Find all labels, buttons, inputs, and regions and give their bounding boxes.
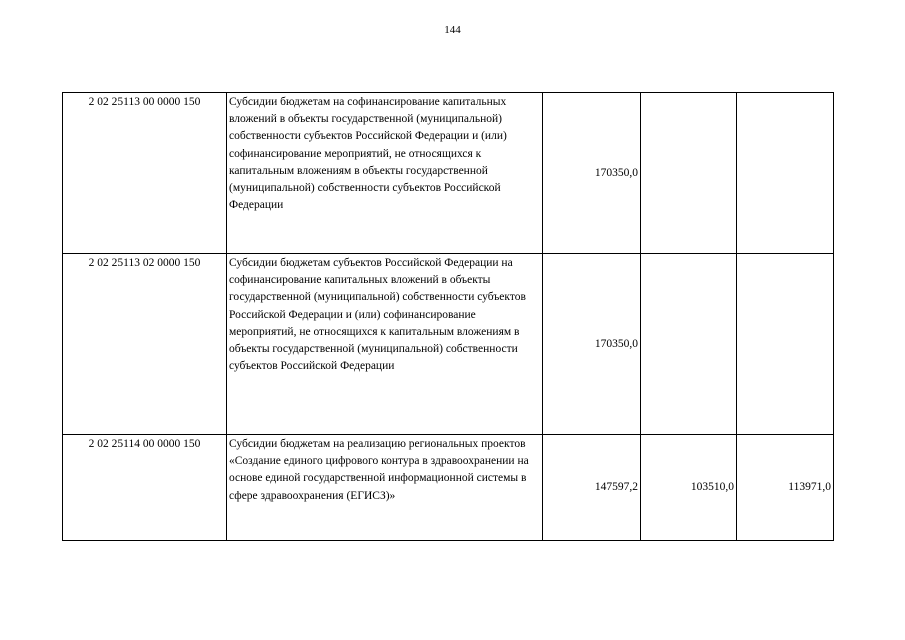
amount-cell-1: 147597,2	[543, 435, 641, 541]
description-cell: Субсидии бюджетам субъектов Российской Федерации на софинансирование капитальных вложений в объекты государственной (муниципальной) собственности субъектов Российской Федерации и (или) софинансирование мероприятий, не относящихся к капитальным вложениям в объекты государственной (муниципальной) собственности субъектов Российской Федерации	[227, 254, 543, 435]
amount-cell-3	[737, 93, 834, 254]
table-row	[63, 254, 834, 435]
table-row	[63, 93, 834, 254]
budget-code-cell: 2 02 25113 00 0000 150	[63, 93, 227, 254]
amount-cell-1: 170350,0	[543, 254, 641, 435]
amount-cell-2	[641, 254, 737, 435]
page-number: 144	[444, 24, 461, 36]
description-cell: Субсидии бюджетам на реализацию региональных проектов «Создание единого цифрового контура в здравоохранении на основе единой государственной информационной системы в сфере здравоохранения (ЕГИСЗ)»	[227, 435, 543, 541]
budget-code-cell: 2 02 25113 02 0000 150	[63, 254, 227, 435]
amount-cell-1: 170350,0	[543, 93, 641, 254]
description-cell: Субсидии бюджетам на софинансирование капитальных вложений в объекты государственной (муниципальной) собственности субъектов Российской Федерации и (или) софинансирование мероприятий, не относящихся к капитальным вложениям в объекты государственной (муниципальной) собственности субъектов Российской Федерации	[227, 93, 543, 254]
budget-code-cell: 2 02 25114 00 0000 150	[63, 435, 227, 541]
amount-cell-2: 103510,0	[641, 435, 737, 541]
amount-cell-3: 113971,0	[737, 435, 834, 541]
table-row	[63, 435, 834, 541]
budget-table	[62, 92, 834, 541]
amount-cell-2	[641, 93, 737, 254]
amount-cell-3	[737, 254, 834, 435]
